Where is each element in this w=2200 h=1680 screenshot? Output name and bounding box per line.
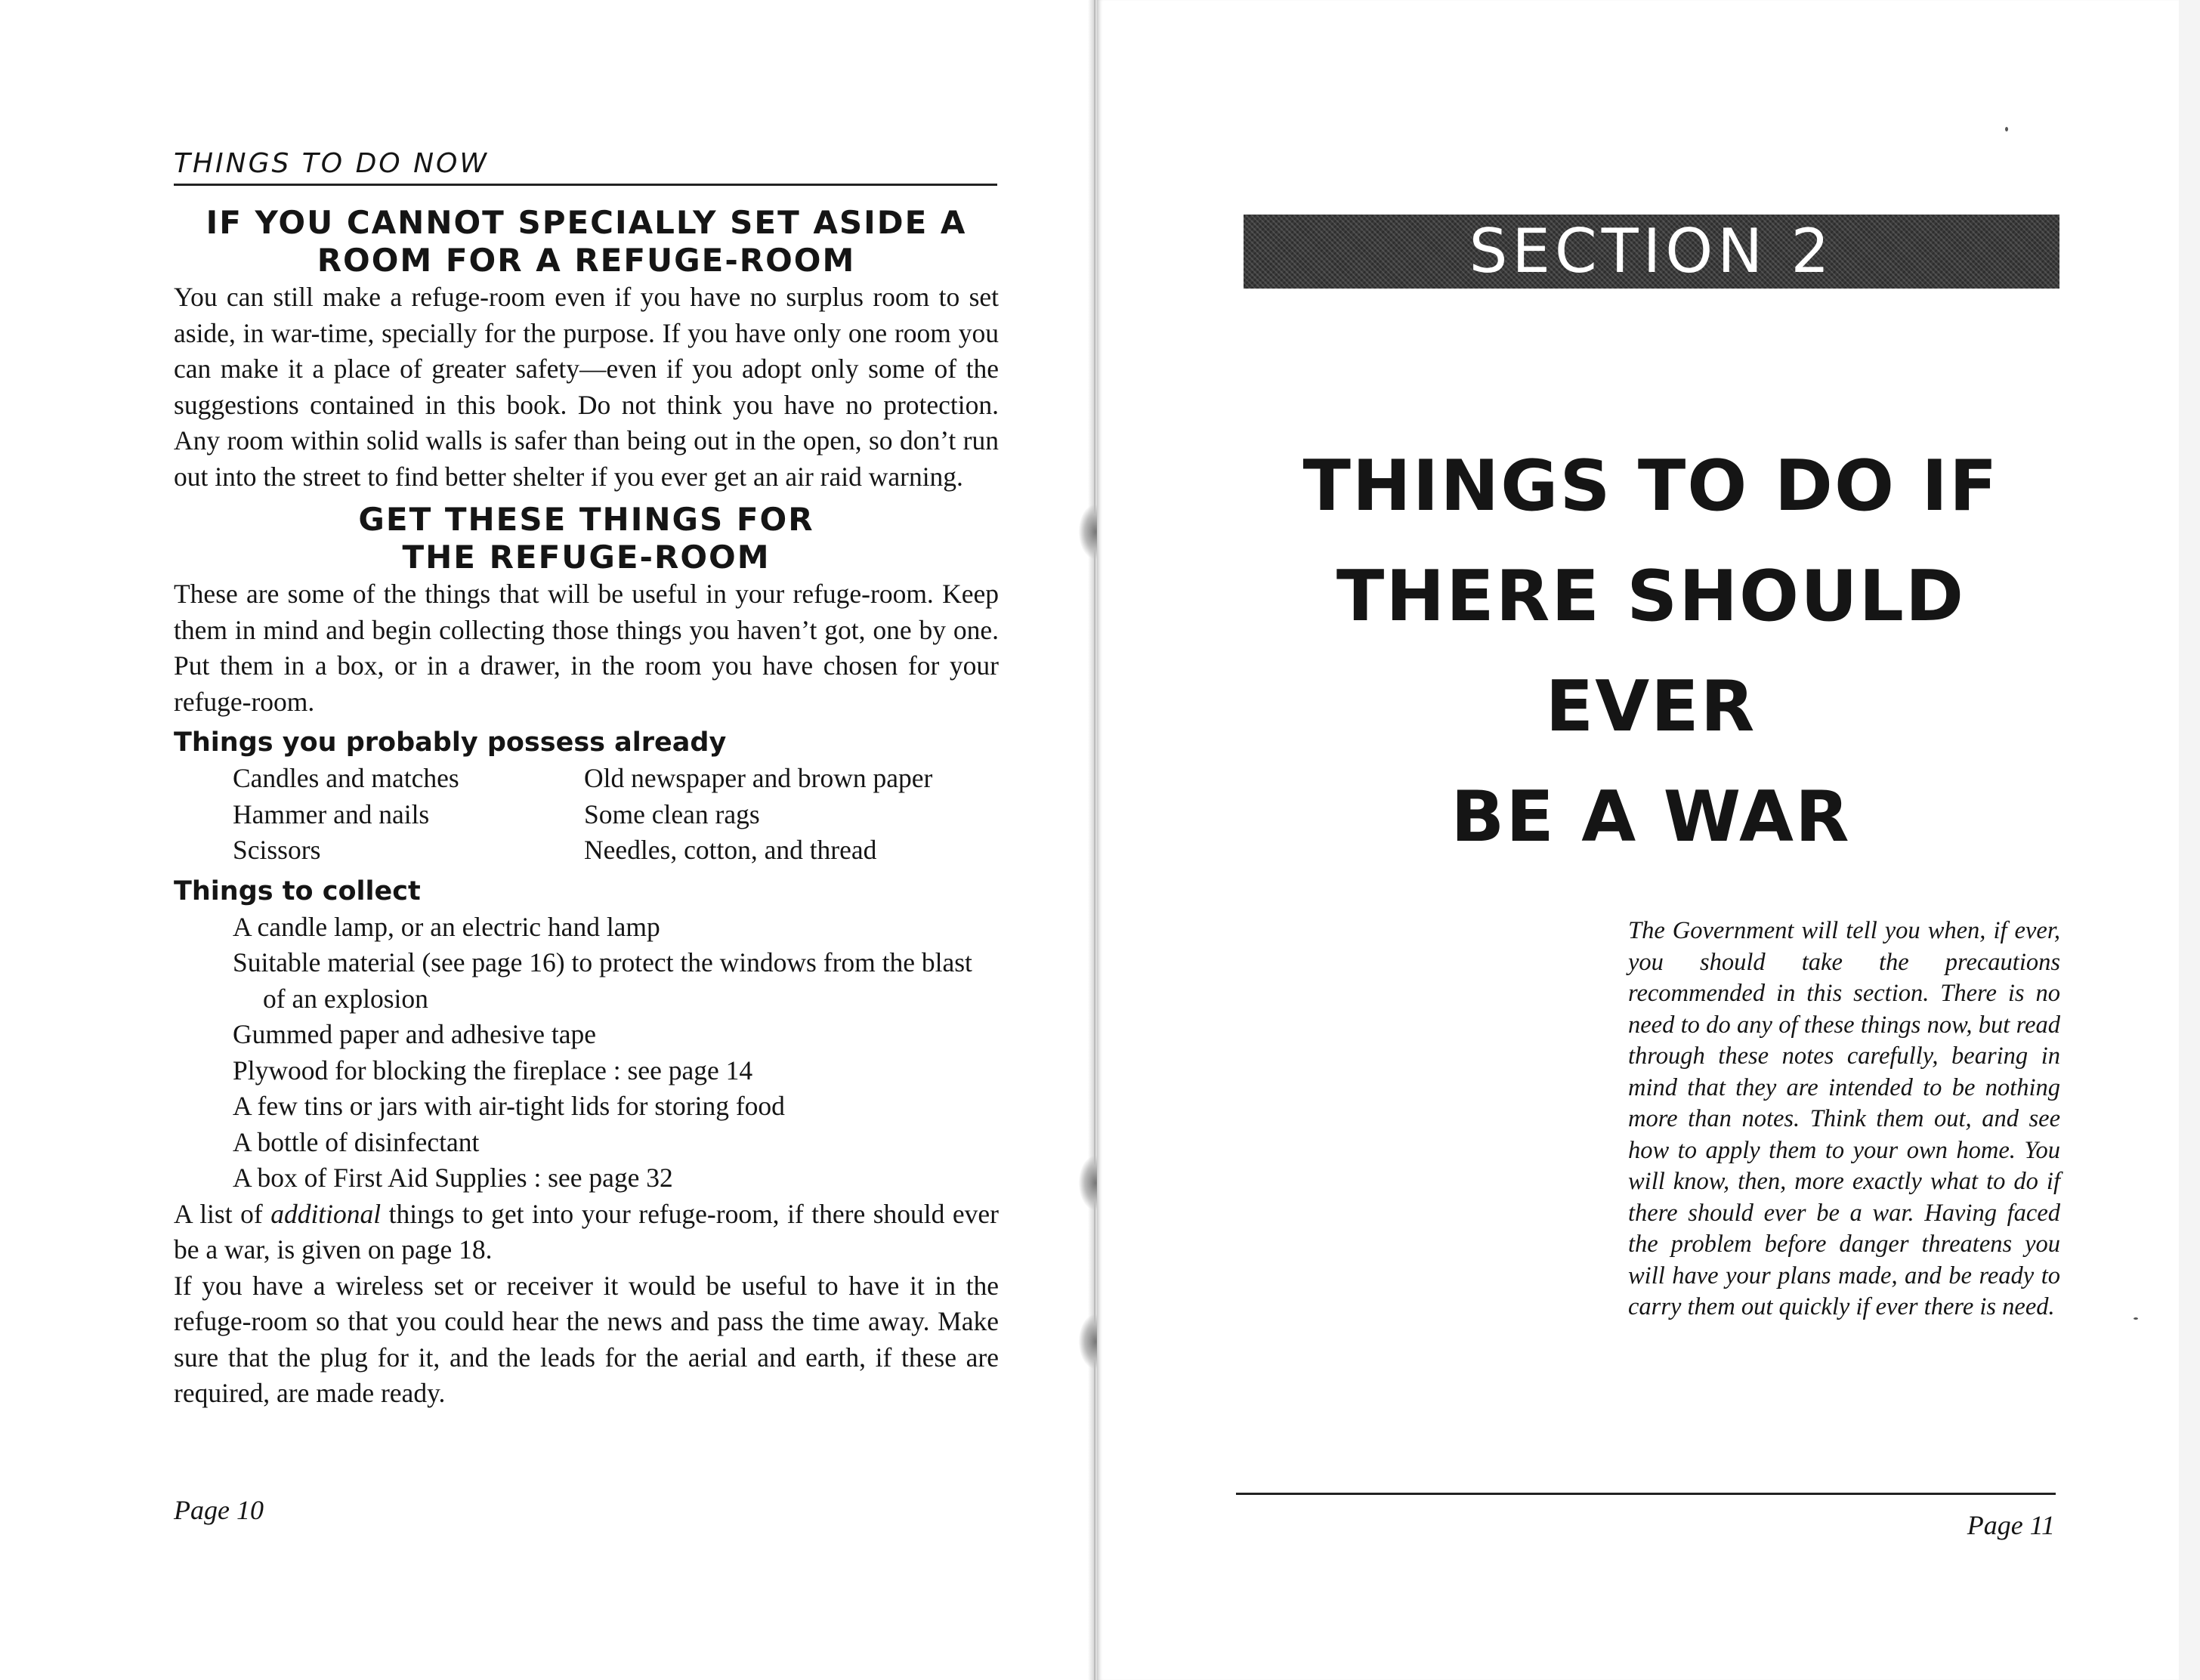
list-item: Some clean rags [584,798,760,829]
print-speck [2134,1317,2138,1320]
additional-emphasis: additional [270,1198,382,1229]
paragraph-refuge-room-alternative: You can still make a refuge-room even if you have no surplus room to set aside, in war-time, specially for the purpose. If you have only one room you can make it a place of greater safety—even if you adopt only some of the suggestions contained in this book. Do not think you have no protection. Any room within solid walls is safer than being out in the open, so don’t run out into the street to find better shelter if you ever get an air raid warning. [174,282,999,492]
list-item: A candle lamp, or an electric hand lamp [233,911,660,942]
section-banner [1244,215,2059,289]
subhead-things-to-collect: Things to collect [174,876,421,906]
list-item: Needles, cotton, and thread [584,835,877,865]
chapter-title-line: THERE SHOULD EVER [1336,555,1966,747]
list-item: Candles and matches [233,763,459,793]
collect-list [174,909,999,1197]
left-page [0,0,1094,1680]
heading-get-these-things: GET THESE THINGS FOR THE REFUGE-ROOM [358,501,814,576]
left-page-body [174,204,999,1412]
list-item: Old newspaper and brown paper [584,763,933,793]
additional-text-end: things to get into your refuge-room, if there should ever be a war, is given on page 18. [174,1198,999,1265]
print-speck [2005,127,2008,131]
list-item: A bottle of disinfectant [233,1126,480,1157]
paragraph-useful-things: These are some of the things that will be useful in your refuge-room. Keep them in mind and begin collecting those things you haven’t got, one by one. Put them in a box, or in a drawer, in the room you have chosen for your refuge-room. [174,579,999,717]
chapter-title [1231,431,2070,872]
list-item: Suitable material (see page 16) to protect the windows from the blast of an explosion [233,947,972,1014]
paragraph-additional-things [174,1197,999,1268]
list-item: A box of First Aid Supplies : see page 32 [233,1163,673,1193]
chapter-title-line: THINGS TO DO IF [1302,445,1999,527]
possess-list [174,761,999,869]
page-number-left: Page 10 [174,1495,264,1525]
list-item: A few tins or jars with air-tight lids for storing food [233,1091,785,1121]
bottom-rule [1236,1493,2056,1495]
subhead-possess-already: Things you probably possess already [174,727,727,758]
chapter-title-line: BE A WAR [1451,776,1851,857]
list-item: Scissors [233,835,321,865]
running-head: THINGS TO DO NOW [174,148,997,186]
additional-text-start: A list of [174,1198,271,1229]
government-note: The Government will tell you when, if ever, you should take the precautions recommended in this section. There is no need to do any of these things now, but read through these notes carefully, bearing in mind that they are intended to be nothing more than notes. Think them out, and see how to apply them to your own home. You will know, then, more exactly what to do if there should ever be a war. Having faced the problem before danger threatens you will have your plans made, and be ready to carry them out quickly if ever there is need. [1628,917,2060,1320]
heading-refuge-room-alternative: IF YOU CANNOT SPECIALLY SET ASIDE A ROOM FOR A REFUGE-ROOM [205,204,967,279]
section-label: SECTION 2 [1469,216,1834,286]
list-item: Gummed paper and adhesive tape [233,1019,597,1049]
paragraph-wireless-set: If you have a wireless set or receiver it would be useful to have it in the refuge-room so that you could hear the news and pass the time away. Make sure that the plug for it, and the leads for the aerial and earth, if these are required, are made ready. [174,1270,999,1408]
list-item: Plywood for blocking the fireplace : see page 14 [233,1055,753,1086]
page-number-right: Page 11 [1967,1510,2055,1540]
list-item: Hammer and nails [233,798,430,829]
